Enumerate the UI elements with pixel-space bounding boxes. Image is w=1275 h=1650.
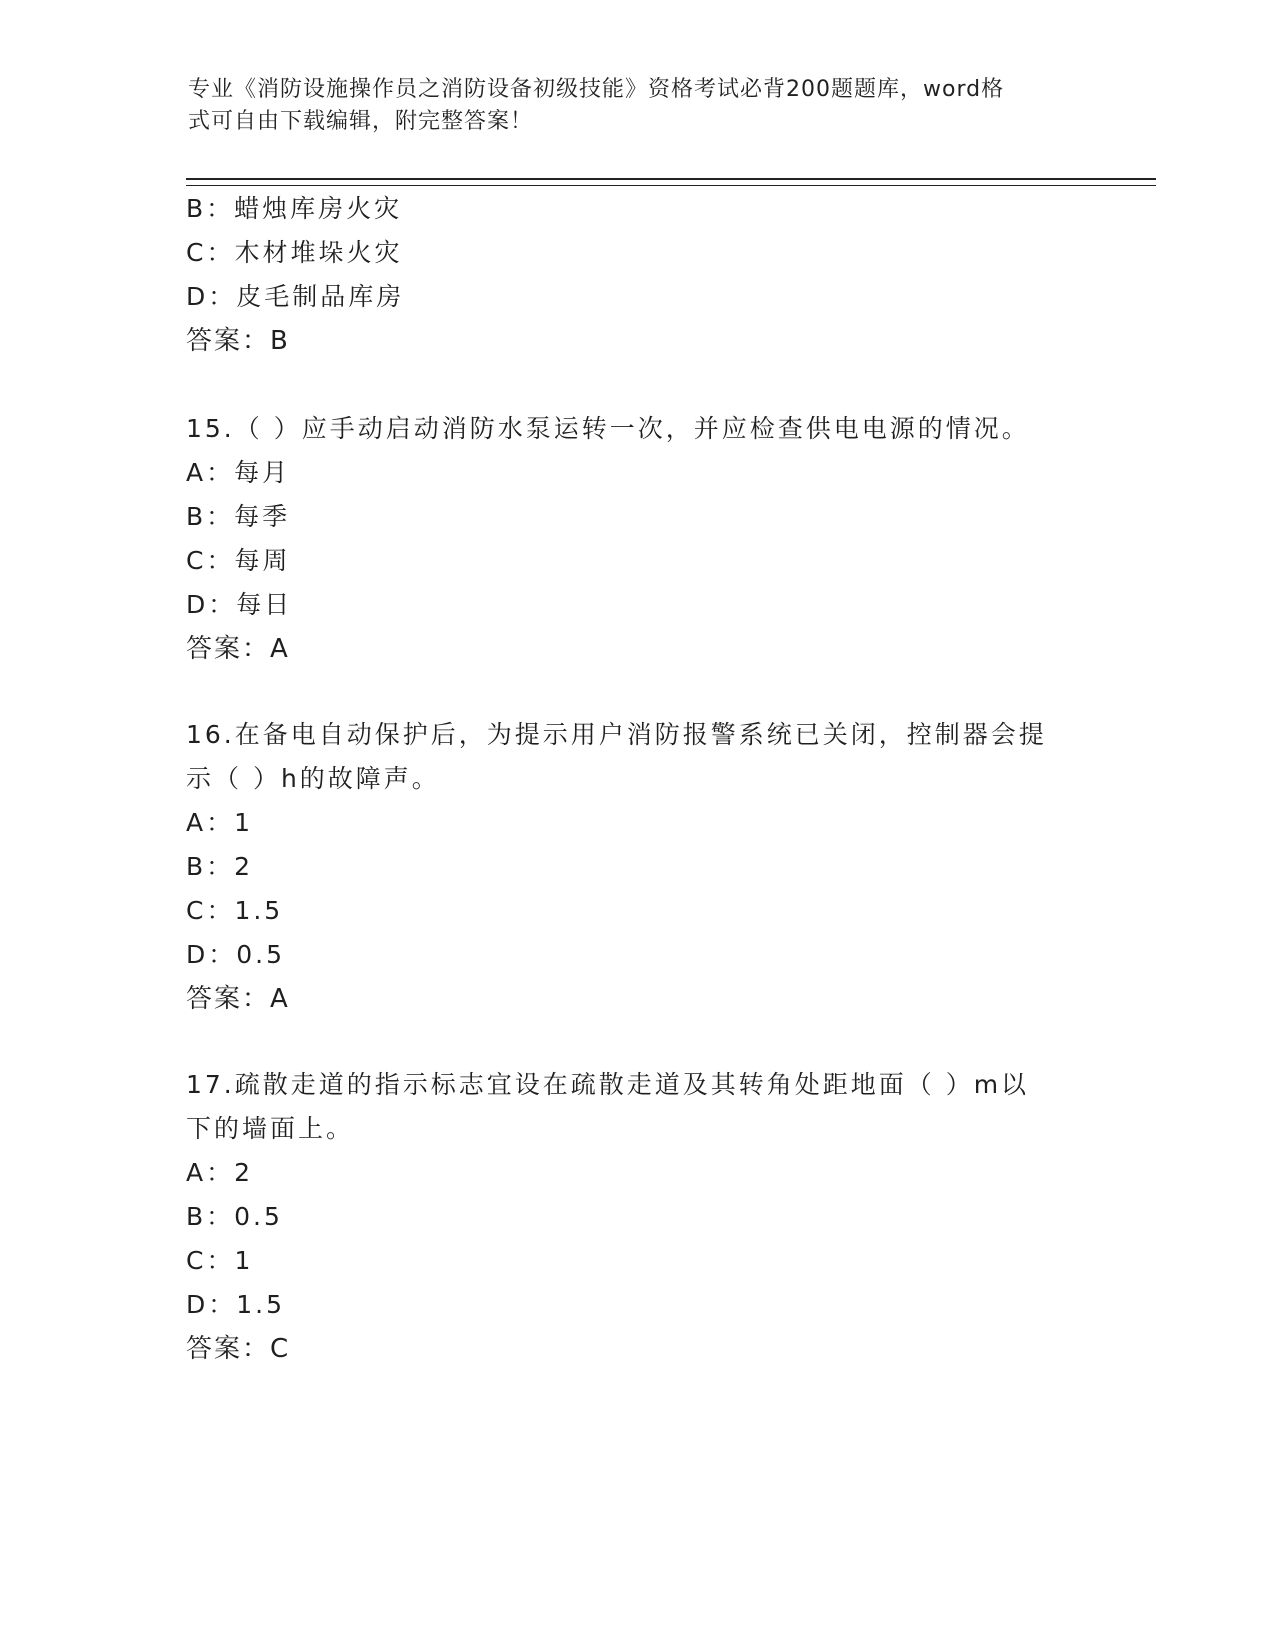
q15-answer: 答案：A (186, 634, 290, 664)
q17-option-d: D：1.5 (186, 1290, 286, 1319)
q16-option-b: B：2 (186, 852, 254, 881)
q16-answer: 答案：A (186, 984, 290, 1014)
q16-option-d: D：0.5 (186, 940, 286, 969)
q15-option-a: A：每月 (186, 458, 291, 487)
q16-stem-line-2: 示（ ）h的故障声。 (186, 764, 440, 793)
q16-option-a: A：1 (186, 808, 254, 837)
q15-stem: 15.（ ）应手动启动消防水泵运转一次，并应检查供电电源的情况。 (186, 414, 1030, 443)
q17-option-a: A：2 (186, 1158, 254, 1187)
q14-option-b: B：蜡烛库房火灾 (186, 194, 403, 223)
q14-answer: 答案：B (186, 326, 290, 356)
q17-answer: 答案：C (186, 1334, 291, 1364)
q17-stem-line-1: 17.疏散走道的指示标志宜设在疏散走道及其转角处距地面（ ）m以 (186, 1070, 1030, 1099)
q15-option-b: B：每季 (186, 502, 291, 531)
q16-option-c: C：1.5 (186, 896, 284, 925)
q17-stem-line-2: 下的墙面上。 (186, 1114, 355, 1143)
q17-option-c: C：1 (186, 1246, 254, 1275)
document-header (188, 74, 1068, 138)
header-divider (186, 178, 1156, 186)
q15-option-c: C：每周 (186, 546, 291, 575)
q17-option-b: B：0.5 (186, 1202, 283, 1231)
header-line-2: 式可自由下载编辑，附完整答案！ (188, 109, 534, 134)
q14-option-d: D：皮毛制品库房 (186, 282, 405, 311)
q14-option-c: C：木材堆垛火灾 (186, 238, 403, 267)
q15-option-d: D：每日 (186, 590, 293, 619)
header-line-1: 专业《消防设施操作员之消防设备初级技能》资格考试必背200题题库，word格 (188, 77, 1005, 102)
q16-stem-line-1: 16.在备电自动保护后，为提示用户消防报警系统已关闭，控制器会提 (186, 720, 1047, 749)
